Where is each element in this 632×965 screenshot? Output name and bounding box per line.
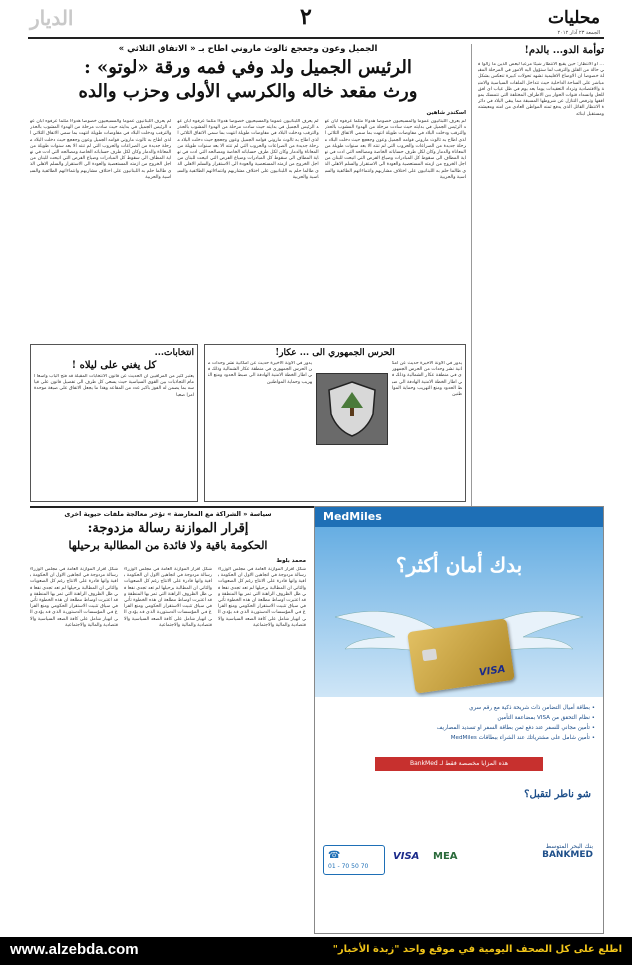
budget-body-col-2: شكل اقرار الموازنة العامة في مجلس الوزراء رسالة مزدوجة في اتجاهين الاول ان الحكومة باقية وانها قادرة على الانتاج رغم كل الصعوبات والثاني ان المطالبة برحيلها لم تعد تجدي نفعا في ظل الظروف الراهنة التي تمر بها المنطقة وقد اعتبرت اوساط مطلعة ان هذه الخطوة تأتي في سياق تثبيت الاستقرار الحكومي ومنع الفراغ في المؤسسات الدستورية الذي قد يؤدي الى انهيار شامل على كافة الصعد السياسية والاقتصادية والمالية والاجتماعية bbox=[124, 567, 212, 628]
footer-url[interactable]: www.alzebda.com bbox=[10, 941, 139, 958]
elections-box-headline: كل يغني على ليلاه ! bbox=[71, 360, 157, 371]
elections-box bbox=[30, 344, 198, 502]
ad-bullet-item: • نظام التحقق من VISA بمضاعفة التأمين bbox=[497, 715, 595, 721]
ad-phone-number: 01 - 70 50 70 bbox=[328, 863, 369, 870]
ad-cta[interactable]: شو ناطر لتقبل؟ bbox=[524, 789, 591, 800]
budget-headline-1: إقرار الموازنة رسالة مزدوجة: bbox=[87, 521, 249, 536]
budget-body-col-3: شكل اقرار الموازنة العامة في مجلس الوزراء رسالة مزدوجة في اتجاهين الاول ان الحكومة باقية وانها قادرة على الانتاج رغم كل الصعوبات والثاني ان المطالبة برحيلها لم تعد تجدي نفعا في ظل الظروف الراهنة التي تمر بها المنطقة وقد اعتبرت اوساط مطلعة ان هذه الخطوة تأتي في سياق تثبيت الاستقرار الحكومي ومنع الفراغ في المؤسسات الدستورية الذي قد يؤدي الى انهيار شامل على كافة الصعد السياسية والاقتصادية والمالية والاجتماعية bbox=[30, 567, 118, 628]
bankmed-logo bbox=[493, 843, 593, 860]
ad-phone[interactable] bbox=[323, 845, 385, 875]
page-number: ٢ bbox=[300, 4, 312, 30]
elections-box-title: انتخابات... bbox=[154, 348, 194, 358]
lead-headline-1: الرئيس الجميل ولد وفي فمه ورقة «لوتو» : bbox=[84, 57, 412, 78]
bank-name-en: BANKMED bbox=[542, 850, 593, 860]
paper-logo: الديار bbox=[30, 6, 74, 30]
phone-icon: ☎ bbox=[328, 850, 341, 861]
guard-box-body-right: يدور في الاونة الاخيرة حديث عن امكانية نشر وحدات من الحرس الجمهوري في منطقة عكار الشمالية وذلك في اطار الخطة الامنية الهادفة الى ضبط الحدود ومنع التهريب وحماية المواطنين bbox=[392, 361, 462, 398]
bank-name-ar: بنك البحر المتوسط bbox=[545, 843, 593, 850]
card-visa-logo: VISA bbox=[478, 664, 507, 679]
masthead bbox=[0, 0, 632, 34]
right-column-body: ... او الانتظار: حين يقبع الانتظار شيئا مرعبا لبعض الذين ما زالوا في حالة من القلق والترقب لما ستؤول اليه الامور في المرحلة المقبلة خصوصا ان الاوضاع الاقليمية تشهد تحولات كبيرة تنعكس بشكل مباشر على الساحة الداخلية حيث تتداخل الملفات السياسية والامنية والاقتصادية وتزداد التعقيدات يوما بعد يوم في ظل غياب اي افق للحل وانسداد قنوات الحوار بين الاطراف المختلفة التي تتمسك بمواقفها وترفض التنازل عن شروطها المسبقة مما يبقي البلاد في دائرة الانتظار القاتل الذي يدفع ثمنه المواطن العادي من امنه ومعيشته ومستقبل ابنائه bbox=[478, 62, 604, 117]
right-column bbox=[478, 44, 604, 544]
card-chip-icon bbox=[422, 648, 437, 661]
ad-footer-logos bbox=[315, 837, 603, 897]
budget-story bbox=[30, 510, 306, 935]
lead-headline-2: ورث مقعد خاله والكرسي الأولى وحزب والده bbox=[78, 81, 418, 102]
right-column-title: توأمة الدو... بالدم! bbox=[524, 45, 604, 56]
lead-story bbox=[30, 44, 466, 340]
column-divider bbox=[471, 44, 472, 506]
masthead-rule bbox=[28, 37, 604, 39]
lead-body-col-2: لم يعرف اللبنانيون عموما والمسيحيون خصوصا هدوءا مثلما عرفوه ابان عهد الرئيس الجميل في بدايته حيث سادت مرحلة من الهدوء المشوب بالحذر والترقب ودخلت البلاد في مفاوضات طويلة انتهت بما سمي الاتفاق الثلاثي الذي اطاح به ثالوث ماروني قوامه الجميل وعون وجعجع حيث دخلت البلاد مرحلة جديدة من الصراعات والحروب التي لم تنته الا بعد سنوات طويلة من المعاناة والدمار وكان لكل طرف حساباته الخاصة ومصالحه التي ادت في نهاية المطاف الى سقوط كل المبادرات وضياع الفرص التي اتيحت للبنان من اجل الخروج من ازمته المستعصية والعودة الى الاستقرار والسلم الاهلي الذي طالما حلم به اللبنانيون على اختلاف مشاربهم وانتماءاتهم الطائفية والسياسية والحزبية bbox=[177, 119, 319, 180]
ad-bullet-item: • تأمين شامل على مشترياتك عند الشراء ببطاقات MedMiles bbox=[450, 735, 595, 741]
ad-bullet-item: • بطاقة أميال التضامن ذات شريحة ذكية مع رقم سري bbox=[469, 705, 595, 711]
bankmed-ad[interactable] bbox=[314, 506, 604, 934]
ad-brand-bar bbox=[315, 507, 603, 527]
lead-kicker: الجميل وعون وجعجع ثالوث ماروني اطاح بـ « الاتفاق الثلاثي » bbox=[118, 44, 378, 54]
guard-box bbox=[204, 344, 466, 502]
issue-date: الجمعة ٢٣ آذار ٢٠١٢ bbox=[557, 30, 600, 36]
guard-emblem-photo bbox=[316, 373, 388, 445]
ad-badge: هذه المزايا مخصصة فقط لـ BankMed bbox=[375, 757, 543, 771]
budget-headline-2: الحكومة باقية ولا فائدة من المطالبة برحيلها bbox=[68, 539, 268, 552]
ad-bullet-item: • تأمين مجاني للسفر عند دفع ثمن بطاقة السفر او تسديد المصاريف bbox=[436, 725, 595, 731]
visa-logo: VISA bbox=[393, 851, 420, 862]
ad-brand-name: MedMiles bbox=[323, 510, 382, 523]
ad-tagline: بدك أمان أكثر؟ bbox=[395, 553, 523, 577]
guard-box-content bbox=[208, 361, 462, 491]
footer-slogan: اطلع على كل الصحف اليومية في موقع واحد "زبدة الأخبار" bbox=[332, 944, 622, 955]
lead-byline: اسكندر شاهين bbox=[426, 110, 466, 116]
mea-logo: MEA bbox=[433, 851, 458, 862]
footer-banner[interactable] bbox=[0, 937, 632, 965]
guard-box-body-left: يدور في الاونة الاخيرة حديث عن امكانية نشر وحدات من الحرس الجمهوري في منطقة عكار الشمالية وذلك في اطار الخطة الامنية الهادفة الى ضبط الحدود ومنع التهريب وحماية المواطنين bbox=[208, 361, 312, 385]
budget-body-columns bbox=[30, 567, 306, 917]
lead-body-col-3: لم يعرف اللبنانيون عموما والمسيحيون خصوصا هدوءا مثلما عرفوه ابان عهد الرئيس الجميل في بدايته حيث سادت مرحلة من الهدوء المشوب بالحذر والترقب ودخلت البلاد في مفاوضات طويلة انتهت بما سمي الاتفاق الثلاثي الذي اطاح به ثالوث ماروني قوامه الجميل وعون وجعجع حيث دخلت البلاد مرحلة جديدة من الصراعات والحروب التي لم تنته الا بعد سنوات طويلة من المعاناة والدمار وكان لكل طرف حساباته الخاصة ومصالحه التي ادت في نهاية المطاف الى سقوط كل المبادرات وضياع الفرص التي اتيحت للبنان من اجل الخروج من ازمته المستعصية والعودة الى الاستقرار والسلم الاهلي الذي طالما حلم به اللبنانيون على اختلاف مشاربهم وانتماءاتهم الطائفية والسياسية والحزبية bbox=[30, 119, 172, 180]
ad-bullet-list bbox=[323, 703, 595, 743]
section-title: محليات bbox=[547, 8, 600, 28]
elections-box-body: يعتبر كثير من المراقبين ان الحديث عن قانون الانتخابات المقبلة قد فتح الباب واسعا امام التجاذبات بين القوى السياسية حيث يسعى كل طرف الى تفصيل قانون على قياسه بما يضمن له الفوز باكبر عدد من المقاعد وهذا ما يجعل الاتفاق على صيغة موحدة امرا صعبا bbox=[34, 374, 194, 398]
lead-body-columns bbox=[30, 119, 466, 329]
budget-kicker: سياسة « الشراكة مع المعارضة » تؤخر معالجة ملفات حيوية اخرى bbox=[64, 510, 272, 518]
shield-icon bbox=[317, 374, 387, 444]
lead-body-col-1: لم يعرف اللبنانيون عموما والمسيحيون خصوصا هدوءا مثلما عرفوه ابان عهد الرئيس الجميل في بدايته حيث سادت مرحلة من الهدوء المشوب بالحذر والترقب ودخلت البلاد في مفاوضات طويلة انتهت بما سمي الاتفاق الثلاثي الذي اطاح به ثالوث ماروني قوامه الجميل وعون وجعجع حيث دخلت البلاد مرحلة جديدة من الصراعات والحروب التي لم تنته الا بعد سنوات طويلة من المعاناة والدمار وكان لكل طرف حساباته الخاصة ومصالحه التي ادت في نهاية المطاف الى سقوط كل المبادرات وضياع الفرص التي اتيحت للبنان من اجل الخروج من ازمته المستعصية والعودة الى الاستقرار والسلم الاهلي الذي طالما حلم به اللبنانيون على اختلاف مشاربهم وانتماءاتهم الطائفية والسياسية والحزبية bbox=[324, 119, 466, 180]
budget-byline: محمد بلوط bbox=[276, 558, 306, 564]
budget-body-col-1: شكل اقرار الموازنة العامة في مجلس الوزراء رسالة مزدوجة في اتجاهين الاول ان الحكومة باقية وانها قادرة على الانتاج رغم كل الصعوبات والثاني ان المطالبة برحيلها لم تعد تجدي نفعا في ظل الظروف الراهنة التي تمر بها المنطقة وقد اعتبرت اوساط مطلعة ان هذه الخطوة تأتي في سياق تثبيت الاستقرار الحكومي ومنع الفراغ في المؤسسات الدستورية الذي قد يؤدي الى انهيار شامل على كافة الصعد السياسية والاقتصادية والمالية والاجتماعية bbox=[218, 567, 306, 628]
ad-hero bbox=[315, 507, 603, 697]
guard-box-title: الحرس الجمهوري الى ... عكار! bbox=[275, 348, 395, 358]
